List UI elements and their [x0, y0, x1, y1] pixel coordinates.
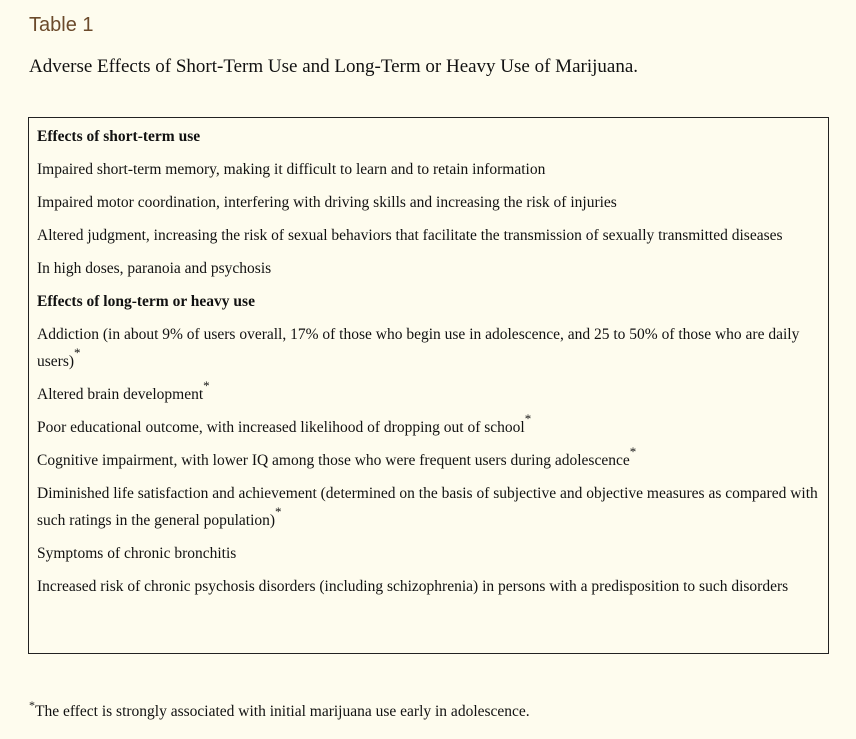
table-footnote	[29, 698, 530, 721]
table-row	[37, 378, 820, 408]
row-text: In high doses, paranoia and psychosis	[37, 260, 272, 277]
table-label: Table 1	[29, 14, 94, 36]
table-row	[37, 444, 820, 474]
row-text: Altered judgment, increasing the risk of sexual behaviors that facilitate the transmission of sexually transmitted diseases	[37, 227, 783, 244]
footnote-marker: *	[275, 504, 282, 519]
row-text: Symptoms of chronic bronchitis	[37, 545, 237, 562]
footnote-marker: *	[524, 411, 532, 426]
table-row	[37, 411, 820, 441]
effects-table	[28, 117, 829, 654]
table-row	[37, 540, 820, 567]
section-heading-short-term: Effects of short-term use	[37, 128, 201, 145]
table-row	[37, 480, 820, 534]
table-row	[37, 321, 820, 375]
row-text: Diminished life satisfaction and achievement (determined on the basis of subjective and objective measures as compared with such ratings in the general population)	[37, 485, 818, 529]
table-row	[37, 573, 820, 600]
row-text: Altered brain development	[37, 386, 204, 403]
table-row	[37, 255, 820, 282]
row-text: Cognitive impairment, with lower IQ among those who were frequent users during adolescence	[37, 452, 630, 469]
row-text: Increased risk of chronic psychosis disorders (including schizophrenia) in persons with a predisposition to such disorders	[37, 578, 789, 595]
table-row	[37, 222, 820, 249]
row-text: Impaired motor coordination, interfering with driving skills and increasing the risk of injuries	[37, 194, 617, 211]
footnote-marker: *	[74, 345, 81, 360]
table-row	[37, 156, 820, 183]
footnote-marker: *	[203, 378, 210, 393]
row-text: Impaired short-term memory, making it difficult to learn and to retain information	[37, 161, 546, 178]
footnote-text: The effect is strongly associated with initial marijuana use early in adolescence.	[35, 703, 530, 720]
footnote-marker: *	[629, 444, 637, 459]
section-heading-long-term: Effects of long-term or heavy use	[37, 293, 255, 310]
row-text: Poor educational outcome, with increased likelihood of dropping out of school	[37, 419, 525, 436]
table-caption: Adverse Effects of Short-Term Use and Long-Term or Heavy Use of Marijuana.	[29, 56, 639, 77]
footnote-marker: *	[29, 698, 35, 712]
row-text: Addiction (in about 9% of users overall, 17% of those who begin use in adolescence, and 25 to 50% of those who are daily users)	[37, 326, 800, 370]
table-row	[37, 189, 820, 216]
